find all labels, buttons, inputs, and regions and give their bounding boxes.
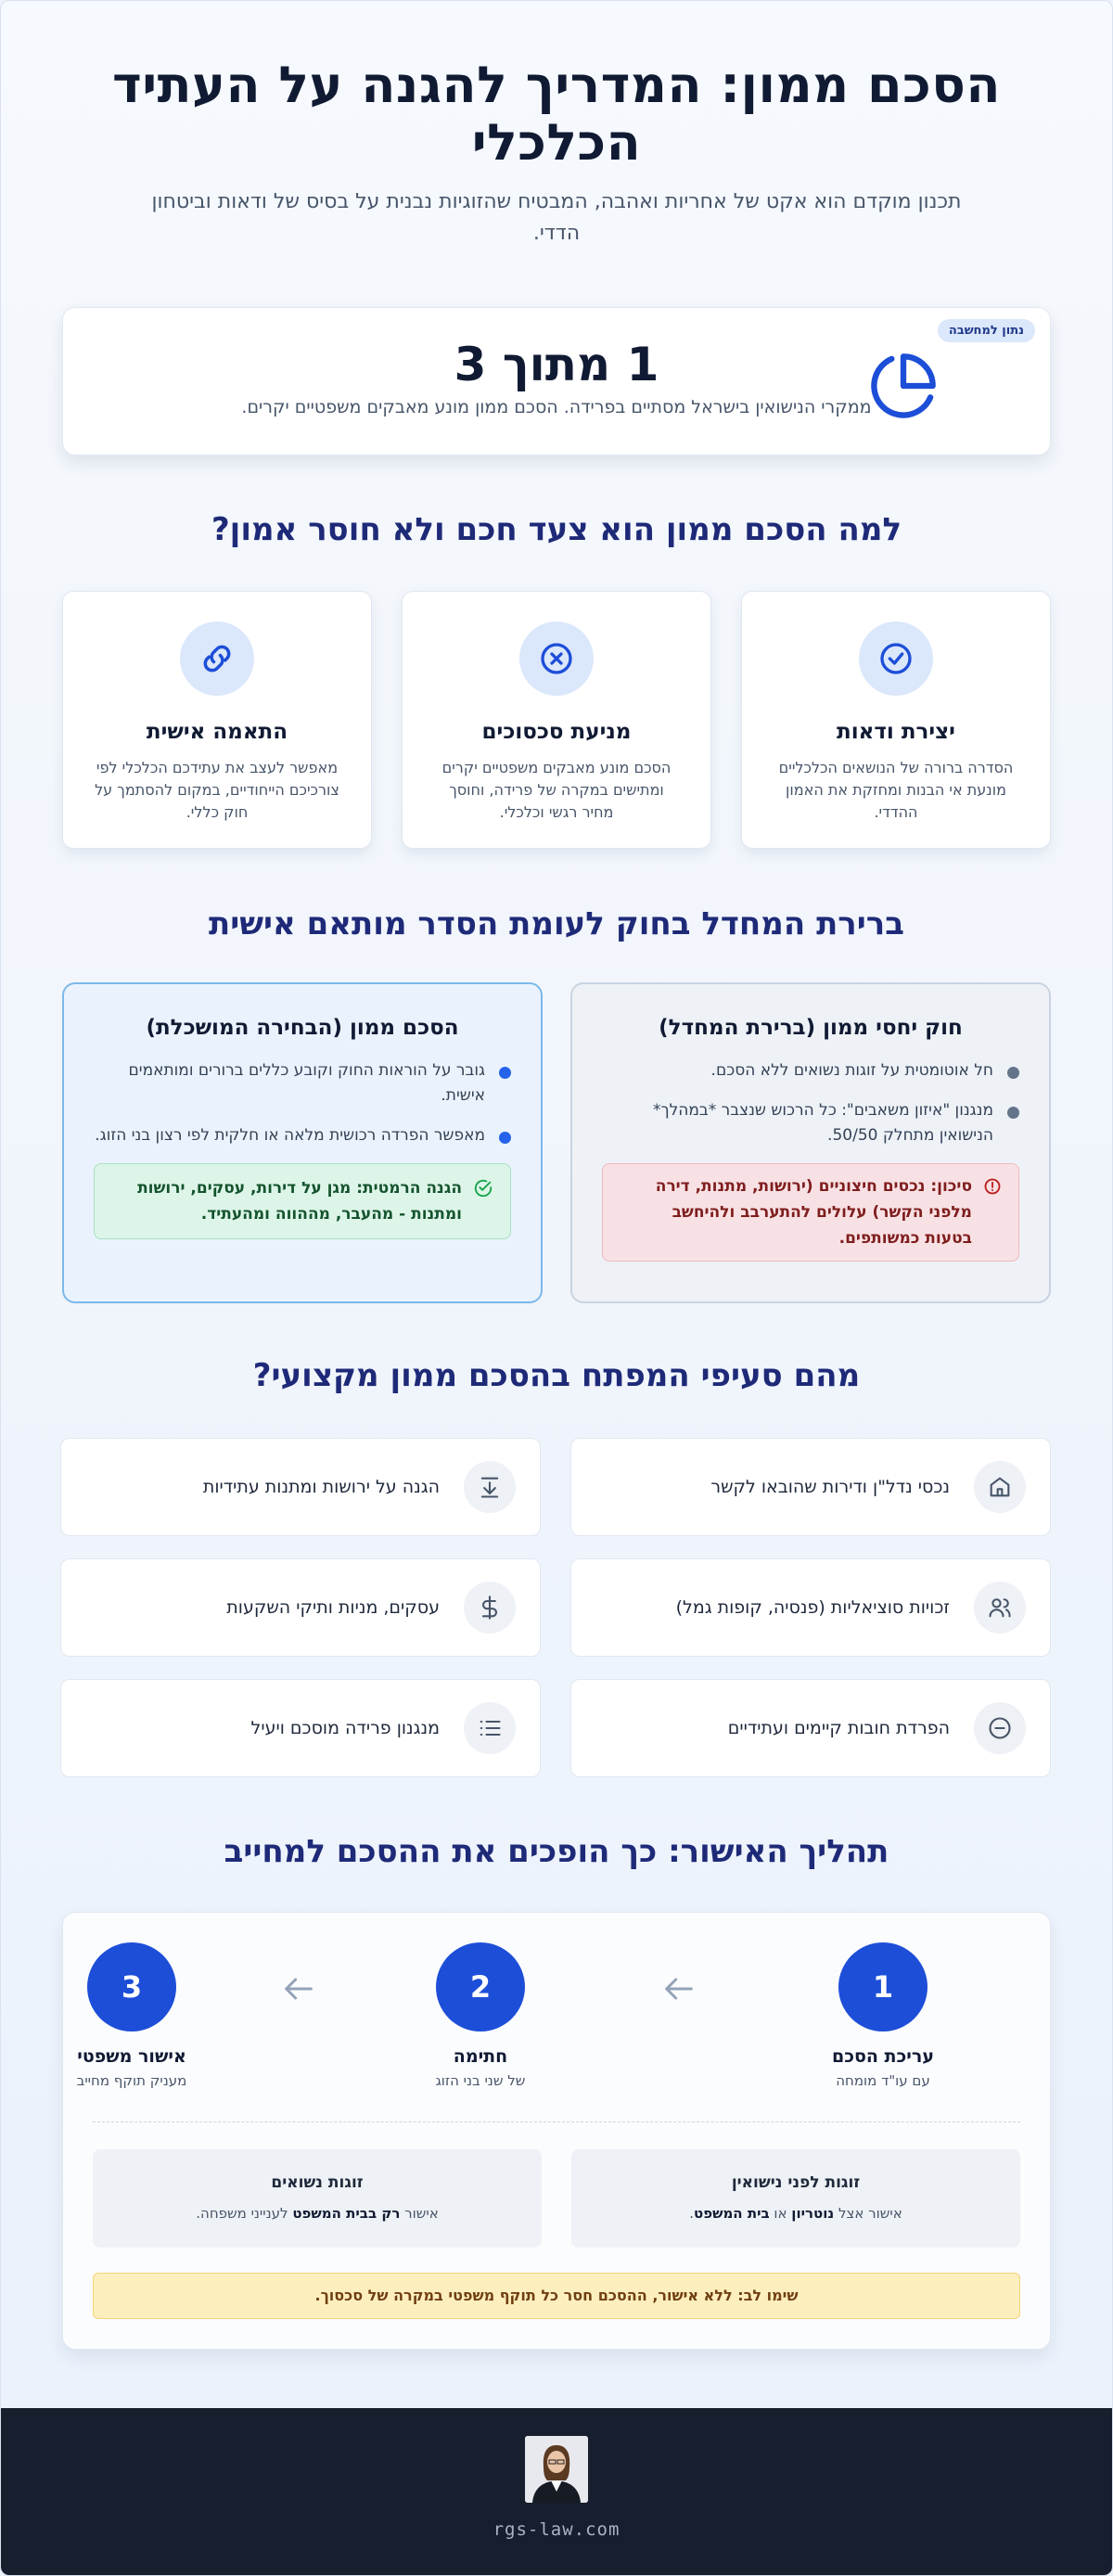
list-item: מאפשר הפרדה רכושית מלאה או חלקית לפי רצון בני הזוג. [94, 1123, 511, 1148]
process-card [62, 1912, 1051, 2350]
avatar [525, 2436, 588, 2503]
box-text: אישור אצל נוטריון או בית המשפט. [689, 2205, 902, 2222]
step-number: 1 [838, 1942, 928, 2031]
step-number: 3 [87, 1942, 176, 2031]
feature-title: התאמה אישית [146, 720, 288, 744]
list-item: גובר על הוראות החוק וקובע כללים ברורים ומותאמים אישית. [94, 1058, 511, 1109]
protection-text: הגנה הרמטית: מגן על דירות, עסקים, ירושות ומתנות - מהעבר, מההווה ומהעתיד. [137, 1179, 462, 1224]
agreement-list [94, 1058, 511, 1148]
users-icon [987, 1595, 1013, 1621]
compare-title: ברירת המחדל בחוק לעומת הסדר מותאם אישית [209, 905, 904, 942]
hero [62, 57, 1051, 250]
clause-inheritance: הגנה על ירושות ומתנות עתידיות [60, 1438, 541, 1536]
step-title: עריכת הסכם [831, 2046, 934, 2067]
default-law-card [570, 982, 1051, 1303]
married-box [93, 2149, 542, 2248]
feature-title: יצירת ודאות [837, 720, 955, 744]
process-steps [76, 1942, 976, 2100]
clause-business: עסקים, מניות ותיקי השקעות [60, 1558, 541, 1657]
lawyer-portrait-icon [525, 2436, 588, 2503]
stat-card [62, 307, 1051, 455]
link-icon [198, 639, 237, 678]
feature-text: מאפשר לעצב את עתידכם הכלכלי לפי צורכיכם הייחודיים, במקום להסתמך על חוק כללי. [95, 759, 339, 821]
why-title: למה הסכם ממון הוא צעד חכם ולא חוסר אמון? [211, 511, 902, 548]
check-circle-icon [473, 1178, 493, 1198]
feature-title: מניעת סכסוכים [481, 720, 632, 744]
feature-text: הסכם מונע מאבקים משפטיים יקרים ומתישים במקרה של פרידה, וחוסך מחיר רגשי וכלכלי. [441, 759, 672, 821]
footer [1, 2408, 1112, 2576]
arrow-left-icon [280, 1970, 317, 2007]
clause-separation: מנגנון פרידה מוסכם ויעיל [60, 1679, 541, 1777]
clause-debts: הפרדת חובות קיימים ועתידיים [570, 1679, 1051, 1777]
agreement-card [62, 982, 543, 1303]
bullet-dot-icon [1007, 1107, 1019, 1119]
stat-badge: נתון למחשבה [938, 319, 1035, 342]
step-title: חתימה [453, 2046, 508, 2067]
warning-banner: שימו לב: ללא אישור, ההסכם חסר כל תוקף משפטי במקרה של סכסוך. [93, 2273, 1020, 2319]
process-title: תהליך האישור: כך הופכים את ההסכם למחייב [224, 1833, 889, 1870]
alert-circle-icon [983, 1177, 1002, 1196]
list-item: חל אוטומטית על זוגות נשואים ללא הסכם. [602, 1058, 1019, 1083]
x-circle-icon [538, 640, 575, 677]
risk-text: סיכון: נכסים חיצוניים (ירושות, מתנות, דירה מלפני הקשר) עלולים להתערבב ולהיחשב בטעות כמשותפים. [655, 1177, 972, 1248]
approval-boxes [93, 2149, 1020, 2248]
feature-card-certainty [741, 591, 1051, 849]
protection-callout [94, 1163, 511, 1239]
check-circle-icon [877, 640, 915, 677]
clause-pension: זכויות סוציאליות (פנסיה, קופות גמל) [570, 1558, 1051, 1657]
arrow-left-icon [660, 1970, 697, 2007]
page-title: הסכם ממון: המדריך להגנה על העתיד הכלכלי [111, 56, 1002, 172]
footer-site[interactable]: rgs-law.com [493, 2519, 620, 2540]
stat-value: 1 מתוך 3 [454, 338, 659, 391]
box-title: זוגות לפני נישואין [731, 2173, 861, 2192]
bullet-dot-icon [499, 1132, 511, 1144]
feature-card-disputes [402, 591, 711, 849]
step-sub: עם עו"ד מומחה [836, 2072, 930, 2089]
list-icon [477, 1715, 503, 1741]
why-cards [62, 591, 1051, 849]
bullet-dot-icon [1007, 1067, 1019, 1079]
feature-text: הסדרה ברורה של הנושאים הכלכליים מונעת אי הבנות ומחזקת את האמון ההדדי. [778, 759, 1014, 821]
clauses-grid [62, 1438, 1051, 1777]
minus-circle-icon [987, 1715, 1013, 1741]
download-icon [477, 1474, 503, 1500]
process-step-2 [388, 1942, 573, 2089]
before-marriage-box [571, 2149, 1020, 2248]
box-title: זוגות נשואים [271, 2173, 364, 2192]
clause-real-estate: נכסי נדל"ן ודירות שהובאו לקשר [570, 1438, 1051, 1536]
compare-section [62, 982, 1051, 1303]
agreement-title: הסכם ממון (הבחירה המושכלת) [146, 1016, 459, 1040]
feature-card-personal [62, 591, 372, 849]
process-step-3 [39, 1942, 224, 2089]
dollar-icon [477, 1595, 503, 1621]
divider [93, 2121, 1020, 2122]
home-icon [987, 1474, 1013, 1500]
default-law-title: חוק יחסי ממון (ברירת המחדל) [659, 1016, 963, 1040]
step-title: אישור משפטי [77, 2046, 186, 2067]
step-number: 2 [436, 1942, 525, 2031]
step-sub: מעניק תוקף מחייב [76, 2072, 187, 2089]
page-subtitle: תכנון מוקדם הוא אקט של אחריות ואהבה, המבטיח שהזוגיות נבנית על בסיס של ודאות וביטחון הדדי. [151, 190, 962, 245]
process-step-1 [790, 1942, 976, 2089]
clauses-title: מהם סעיפי המפתח בהסכם ממון מקצועי? [252, 1357, 861, 1394]
list-item: מנגנון "איזון משאבים": כל הרכוש שנצבר *במהלך* הנישואין מתחלק 50/50. [602, 1098, 1019, 1148]
bullet-dot-icon [499, 1067, 511, 1079]
risk-callout [602, 1163, 1019, 1262]
stat-note: ממקרי הנישואין בישראל מסתיים בפרידה. הסכם ממון מונע מאבקים משפטיים יקרים. [241, 397, 872, 417]
default-law-list [602, 1058, 1019, 1148]
step-sub: של שני בני הזוג [435, 2072, 526, 2089]
box-text: אישור רק בבית המשפט לענייני משפחה. [196, 2205, 439, 2222]
